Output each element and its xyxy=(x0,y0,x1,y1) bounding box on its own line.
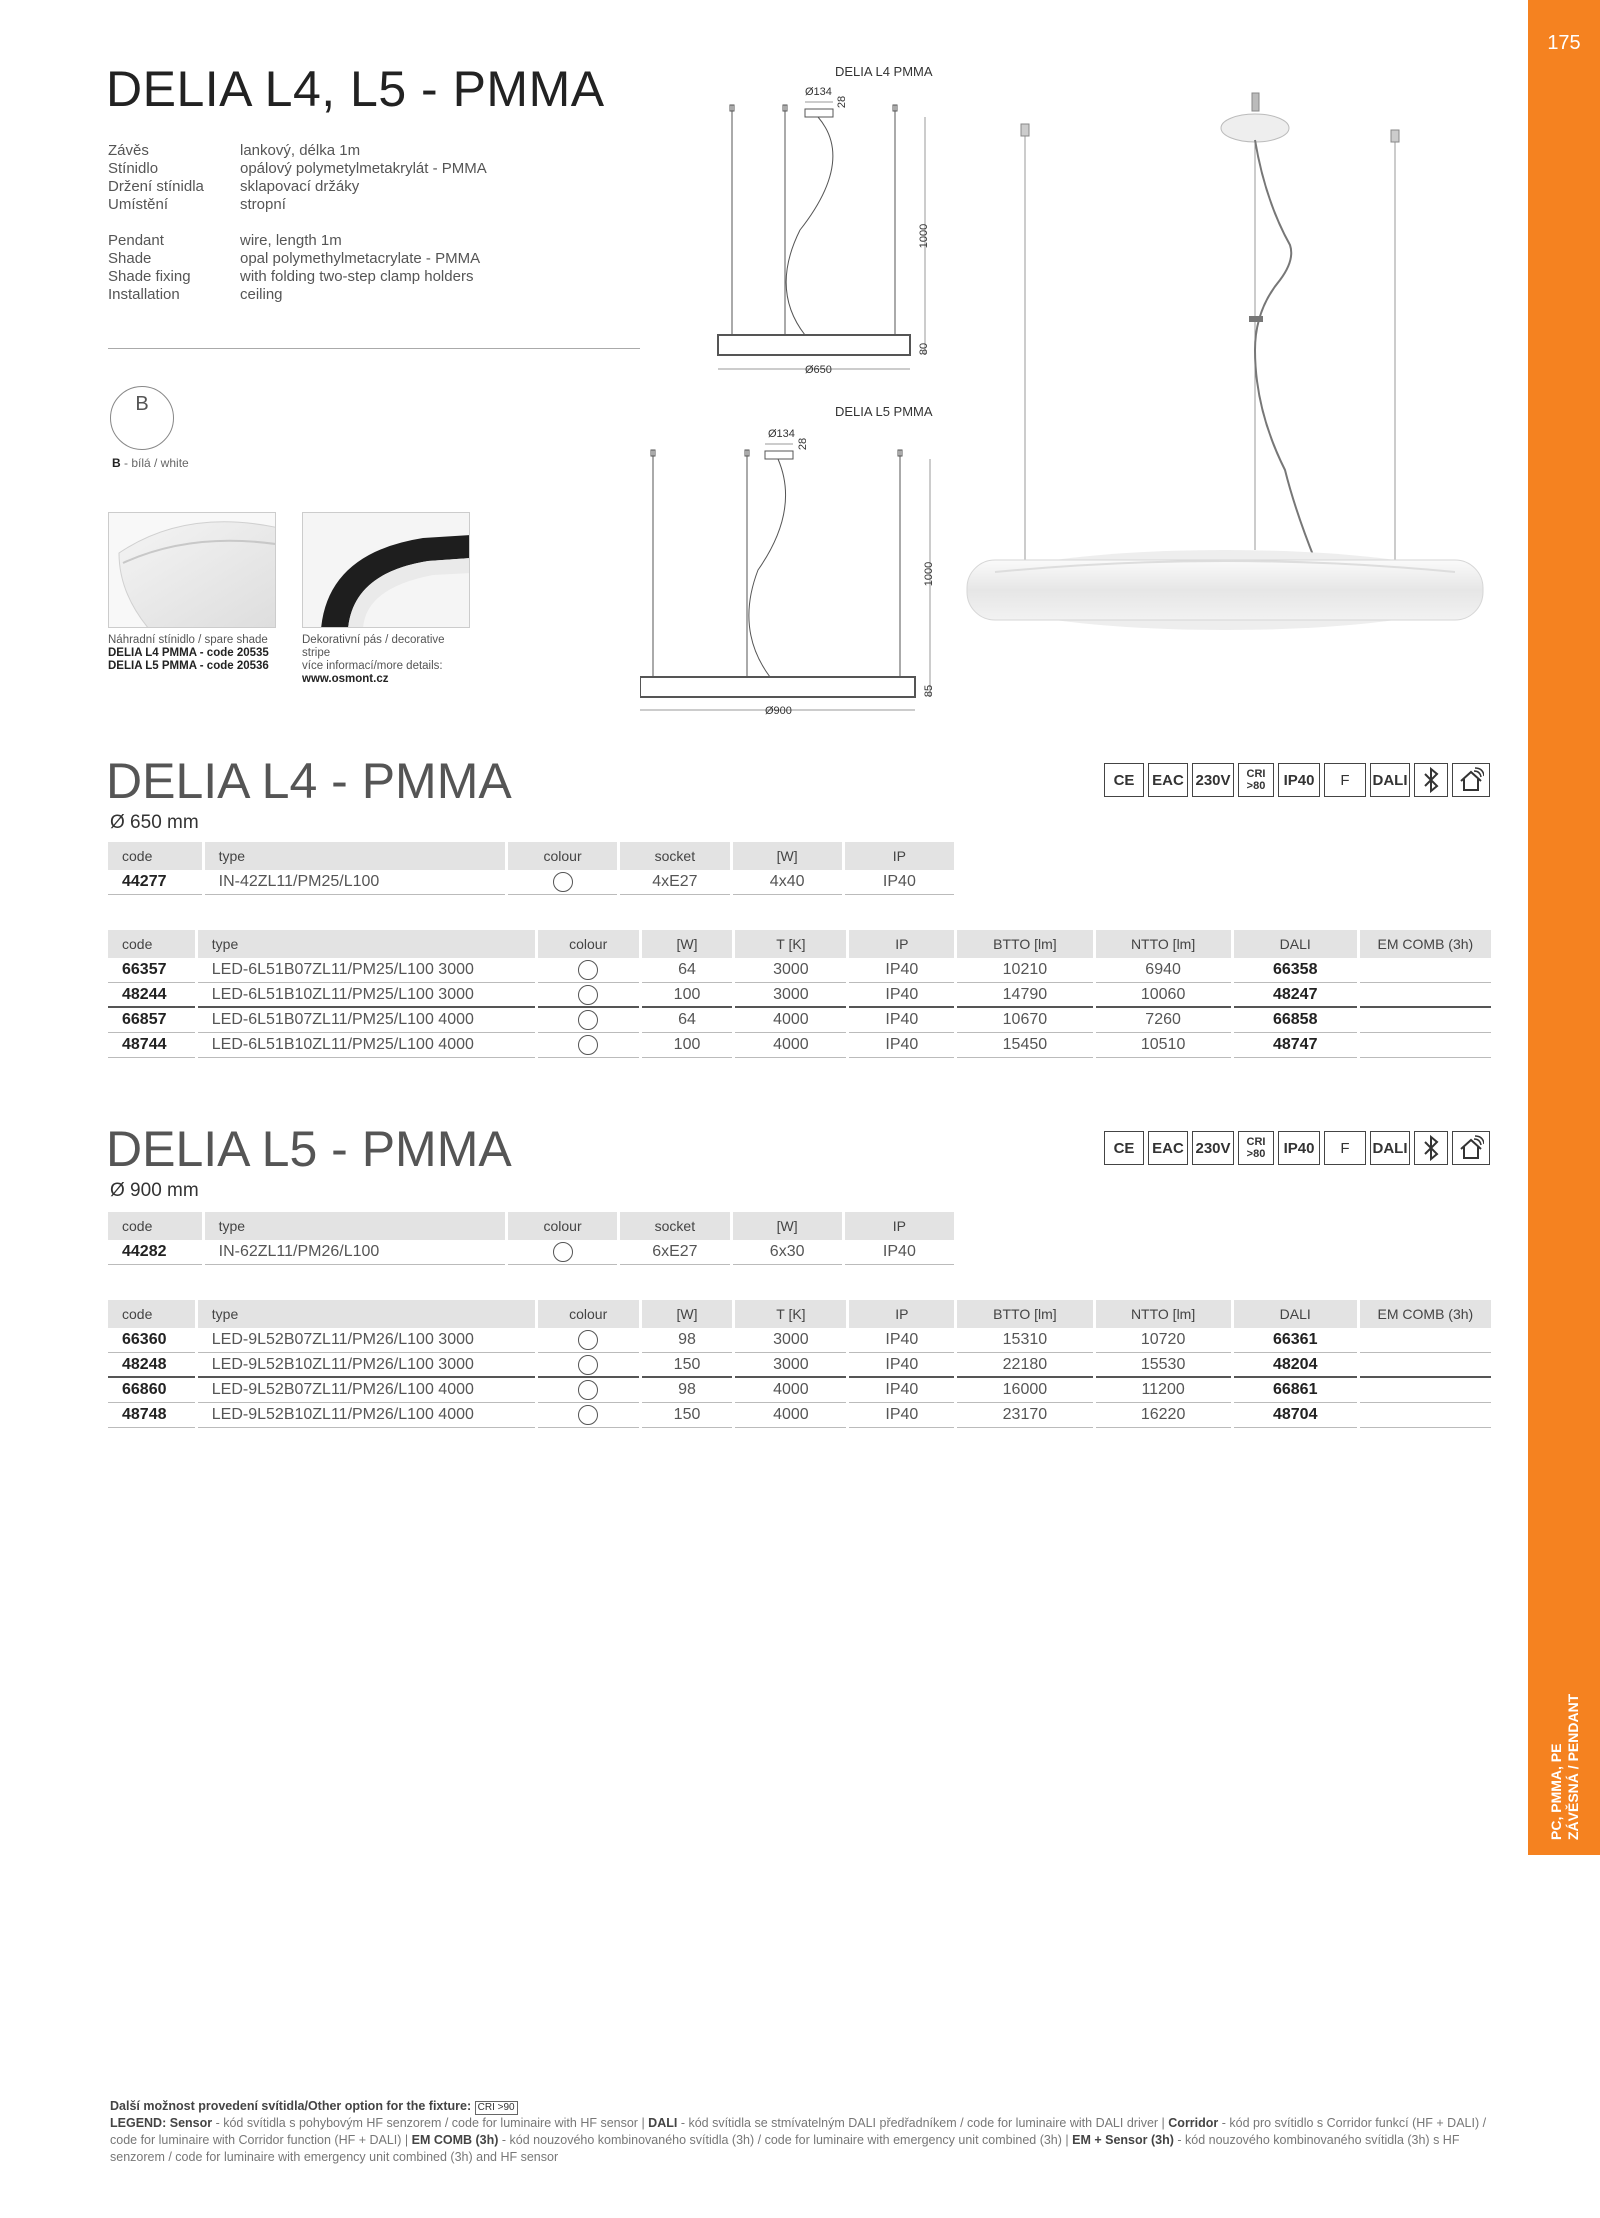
legend-corridor-label: Corridor xyxy=(1168,2116,1219,2130)
product-photo xyxy=(955,80,1495,640)
legend-footer xyxy=(110,2098,1500,2166)
spec-row xyxy=(108,160,487,178)
eac-icon: EAC xyxy=(1148,763,1188,797)
dali-code: 66358 xyxy=(1234,958,1357,983)
btto-cell: 10210 xyxy=(957,958,1092,983)
col-header: code xyxy=(108,842,202,870)
ip-cell: IP40 xyxy=(845,870,954,895)
ip-cell: IP40 xyxy=(849,1353,954,1378)
legend-em-label: EM COMB (3h) xyxy=(411,2133,499,2147)
ntto-cell: 15530 xyxy=(1096,1353,1231,1378)
colour-cell xyxy=(538,958,639,983)
certification-icons-l5 xyxy=(1104,1131,1490,1165)
l4-bulb-table xyxy=(105,842,957,895)
eac-icon: EAC xyxy=(1148,1131,1188,1165)
page-number: 175 xyxy=(1547,32,1581,54)
spec-key: Shade xyxy=(108,250,152,267)
diagram-l4-diameter: Ø650 xyxy=(805,364,832,376)
decor-line3: více informací/more details: xyxy=(302,660,443,672)
product-code: 48748 xyxy=(108,1403,195,1428)
spec-row xyxy=(108,286,487,304)
ip-rating-icon: IP40 xyxy=(1278,1131,1320,1165)
spec-row xyxy=(108,268,487,286)
table-row xyxy=(108,958,1491,983)
ce-icon: CE xyxy=(1104,763,1144,797)
diagram-l5-length: 1000 xyxy=(923,561,936,587)
colour-cell xyxy=(538,983,639,1008)
spec-value: opálový polymetylmetakrylát - PMMA xyxy=(240,160,487,177)
spec-value: wire, length 1m xyxy=(240,232,342,249)
colour-cell xyxy=(538,1008,639,1033)
product-type: LED-6L51B07ZL11/PM25/L100 3000 xyxy=(198,958,535,983)
em-comb-cell xyxy=(1360,1328,1491,1353)
section-diameter-l4: Ø 650 mm xyxy=(110,812,199,833)
table-row xyxy=(108,1403,1491,1428)
btto-cell: 15310 xyxy=(957,1328,1092,1353)
product-type: LED-6L51B10ZL11/PM25/L100 4000 xyxy=(198,1033,535,1058)
ip-cell: IP40 xyxy=(845,1240,954,1265)
product-code: 66357 xyxy=(108,958,195,983)
legend-label: LEGEND: xyxy=(110,2116,167,2130)
swatch-caption xyxy=(112,456,189,470)
ip-rating-icon: IP40 xyxy=(1278,763,1320,797)
watt-cell: 64 xyxy=(642,1008,733,1033)
spare-line2: DELIA L4 PMMA - code 20535 xyxy=(108,647,269,659)
col-header: [W] xyxy=(733,1212,842,1240)
socket-cell: 6xE27 xyxy=(620,1240,729,1265)
em-comb-cell xyxy=(1360,1033,1491,1058)
product-code: 66857 xyxy=(108,1008,195,1033)
spec-key: Pendant xyxy=(108,232,164,249)
spare-line1: Náhradní stínidlo / spare shade xyxy=(108,634,268,646)
spec-value: opal polymethylmetacrylate - PMMA xyxy=(240,250,481,267)
col-header: DALI xyxy=(1234,930,1357,958)
col-header: IP xyxy=(845,1212,954,1240)
legend-sensor-label: Sensor xyxy=(169,2116,213,2130)
f-mark-icon: F xyxy=(1324,1131,1366,1165)
white-colour-circle xyxy=(578,1380,598,1400)
dali-code: 66361 xyxy=(1234,1328,1357,1353)
diagram-l5-label: DELIA L5 PMMA xyxy=(835,404,933,419)
watt-cell: 150 xyxy=(642,1403,733,1428)
page-title: DELIA L4, L5 - PMMA xyxy=(106,61,605,117)
white-colour-circle xyxy=(578,1010,598,1030)
watt-cell: 6x30 xyxy=(733,1240,842,1265)
diagram-l4-length: 1000 xyxy=(918,223,931,249)
decor-caption xyxy=(302,634,445,686)
btto-cell: 15450 xyxy=(957,1033,1092,1058)
col-header: NTTO [lm] xyxy=(1096,930,1231,958)
white-colour-circle xyxy=(553,872,573,892)
legend-dali-label: DALI xyxy=(648,2116,678,2130)
white-colour-circle xyxy=(578,1330,598,1350)
cri-icon: CRI >80 xyxy=(1238,763,1274,797)
ntto-cell: 10720 xyxy=(1096,1328,1231,1353)
ip-cell: IP40 xyxy=(849,983,954,1008)
technical-diagrams xyxy=(640,60,960,730)
spec-key: Stínidlo xyxy=(108,160,159,177)
diagram-l4-label: DELIA L4 PMMA xyxy=(835,64,933,79)
f-mark-icon: F xyxy=(1324,763,1366,797)
col-header: code xyxy=(108,1212,202,1240)
diagram-l4-height: 80 xyxy=(918,342,931,356)
spec-value: lankový, délka 1m xyxy=(240,142,361,159)
col-header: [W] xyxy=(642,930,733,958)
table-row xyxy=(108,1378,1491,1403)
col-header: colour xyxy=(538,1300,639,1328)
em-comb-cell xyxy=(1360,958,1491,983)
white-colour-circle xyxy=(578,985,598,1005)
voltage-icon: 230V xyxy=(1192,1131,1234,1165)
swatch-letter: B xyxy=(135,393,149,415)
temperature-cell: 4000 xyxy=(735,1378,846,1403)
white-colour-circle xyxy=(578,960,598,980)
btto-cell: 14790 xyxy=(957,983,1092,1008)
col-header: code xyxy=(108,1300,195,1328)
smart-home-icon xyxy=(1452,1131,1490,1165)
decor-line2: stripe xyxy=(302,647,331,659)
col-header: T [K] xyxy=(735,1300,846,1328)
temperature-cell: 3000 xyxy=(735,1328,846,1353)
col-header: socket xyxy=(620,1212,729,1240)
product-type: LED-9L52B07ZL11/PM26/L100 4000 xyxy=(198,1378,535,1403)
table-row xyxy=(108,1328,1491,1353)
em-comb-cell xyxy=(1360,1008,1491,1033)
watt-cell: 100 xyxy=(642,983,733,1008)
decorative-stripe-image xyxy=(302,512,470,628)
spec-row xyxy=(108,196,487,214)
swatch-code: B xyxy=(112,456,121,470)
l4-led-table xyxy=(105,930,1494,1058)
specs-block xyxy=(108,142,487,304)
decor-line1: Dekorativní pás / decorative xyxy=(302,634,445,646)
em-comb-cell xyxy=(1360,1353,1491,1378)
table-row xyxy=(108,870,954,895)
legend-em-sensor-text: - kód nouzového kombinovaného svítidla (3h) s HF senzorem / code for luminaire with emergency unit combined (3h) and HF sensor xyxy=(110,2133,1460,2164)
col-header: IP xyxy=(849,930,954,958)
temperature-cell: 3000 xyxy=(735,958,846,983)
spec-value: with folding two-step clamp holders xyxy=(240,268,474,285)
certification-icons-l4 xyxy=(1104,763,1490,797)
white-colour-circle xyxy=(578,1035,598,1055)
table-row xyxy=(108,1008,1491,1033)
ntto-cell: 10060 xyxy=(1096,983,1231,1008)
diagram-l4-canopy-h: 28 xyxy=(836,95,849,109)
spec-key: Závěs xyxy=(108,142,149,159)
diagram-l5-diameter: Ø900 xyxy=(765,705,792,717)
btto-cell: 16000 xyxy=(957,1378,1092,1403)
col-header: colour xyxy=(508,1212,617,1240)
temperature-cell: 3000 xyxy=(735,983,846,1008)
other-option-text: Další možnost provedení svítidla/Other option for the fixture: xyxy=(110,2099,472,2113)
watt-cell: 98 xyxy=(642,1378,733,1403)
watt-cell: 4x40 xyxy=(733,870,842,895)
spec-value: stropní xyxy=(240,196,286,213)
temperature-cell: 4000 xyxy=(735,1033,846,1058)
spec-row xyxy=(108,142,487,160)
legend-em-sensor-label: EM + Sensor (3h) xyxy=(1072,2133,1174,2147)
spec-value: ceiling xyxy=(240,286,283,303)
ce-icon: CE xyxy=(1104,1131,1144,1165)
section-title-l5: DELIA L5 - PMMA xyxy=(106,1121,512,1177)
table-row xyxy=(108,1240,954,1265)
col-header: IP xyxy=(849,1300,954,1328)
bluetooth-icon xyxy=(1414,763,1448,797)
swatch-desc: - bílá / white xyxy=(120,456,189,470)
socket-cell: 4xE27 xyxy=(620,870,729,895)
product-code: 44282 xyxy=(108,1240,202,1265)
spec-key: Shade fixing xyxy=(108,268,191,285)
decor-link[interactable]: www.osmont.cz xyxy=(302,673,389,685)
diagram-l4-canopy: Ø134 xyxy=(805,86,832,98)
ntto-cell: 16220 xyxy=(1096,1403,1231,1428)
dali-code: 48247 xyxy=(1234,983,1357,1008)
ip-cell: IP40 xyxy=(849,1008,954,1033)
ip-cell: IP40 xyxy=(849,958,954,983)
section-diameter-l5: Ø 900 mm xyxy=(110,1180,199,1201)
spec-key: Installation xyxy=(108,286,180,303)
l5-led-table xyxy=(105,1300,1494,1428)
em-comb-cell xyxy=(1360,1378,1491,1403)
legend-corridor-text: - kód pro svítidlo s Corridor funkcí (HF + DALI) / code for luminaire with Corridor function (HF + DALI) | xyxy=(110,2116,1487,2147)
side-tab xyxy=(1528,0,1600,1855)
col-header: DALI xyxy=(1234,1300,1357,1328)
product-type: LED-9L52B10ZL11/PM26/L100 4000 xyxy=(198,1403,535,1428)
product-type: LED-6L51B07ZL11/PM25/L100 4000 xyxy=(198,1008,535,1033)
btto-cell: 23170 xyxy=(957,1403,1092,1428)
dali-code: 48204 xyxy=(1234,1353,1357,1378)
col-header: colour xyxy=(508,842,617,870)
white-colour-circle xyxy=(578,1355,598,1375)
col-header: type xyxy=(205,842,505,870)
dali-icon: DALI xyxy=(1370,1131,1410,1165)
ntto-cell: 7260 xyxy=(1096,1008,1231,1033)
col-header: colour xyxy=(538,930,639,958)
ntto-cell: 10510 xyxy=(1096,1033,1231,1058)
product-type: IN-62ZL11/PM26/L100 xyxy=(205,1240,505,1265)
temperature-cell: 4000 xyxy=(735,1008,846,1033)
bluetooth-icon xyxy=(1414,1131,1448,1165)
ip-cell: IP40 xyxy=(849,1378,954,1403)
legend-em-text: - kód nouzového kombinovaného svítidla (3h) / code for luminaire with emergency unit combined (3h) | xyxy=(498,2133,1073,2147)
white-colour-circle xyxy=(553,1242,573,1262)
col-header: type xyxy=(198,1300,535,1328)
ntto-cell: 6940 xyxy=(1096,958,1231,983)
product-type: LED-9L52B07ZL11/PM26/L100 3000 xyxy=(198,1328,535,1353)
product-code: 66360 xyxy=(108,1328,195,1353)
btto-cell: 22180 xyxy=(957,1353,1092,1378)
col-header: [W] xyxy=(642,1300,733,1328)
colour-swatch-white xyxy=(110,386,174,450)
watt-cell: 150 xyxy=(642,1353,733,1378)
em-comb-cell xyxy=(1360,983,1491,1008)
diagram-l5-canopy: Ø134 xyxy=(768,428,795,440)
product-type: LED-9L52B10ZL11/PM26/L100 3000 xyxy=(198,1353,535,1378)
dali-code: 66858 xyxy=(1234,1008,1357,1033)
product-code: 66860 xyxy=(108,1378,195,1403)
col-header: T [K] xyxy=(735,930,846,958)
white-colour-circle xyxy=(578,1405,598,1425)
ntto-cell: 11200 xyxy=(1096,1378,1231,1403)
colour-cell xyxy=(538,1033,639,1058)
product-code: 48244 xyxy=(108,983,195,1008)
product-code: 44277 xyxy=(108,870,202,895)
col-header: socket xyxy=(620,842,729,870)
product-type: LED-6L51B10ZL11/PM25/L100 3000 xyxy=(198,983,535,1008)
spare-line3: DELIA L5 PMMA - code 20536 xyxy=(108,660,269,672)
spec-row xyxy=(108,232,487,250)
col-header: BTTO [lm] xyxy=(957,930,1092,958)
col-header: type xyxy=(198,930,535,958)
spec-key: Umístění xyxy=(108,196,169,213)
dali-code: 66861 xyxy=(1234,1378,1357,1403)
cri-icon: CRI >80 xyxy=(1238,1131,1274,1165)
spare-shade-image xyxy=(108,512,276,628)
watt-cell: 64 xyxy=(642,958,733,983)
spec-value: sklapovací držáky xyxy=(240,178,360,195)
ip-cell: IP40 xyxy=(849,1403,954,1428)
col-header: code xyxy=(108,930,195,958)
spec-row xyxy=(108,178,487,196)
colour-cell xyxy=(538,1353,639,1378)
watt-cell: 100 xyxy=(642,1033,733,1058)
col-header: [W] xyxy=(733,842,842,870)
ip-cell: IP40 xyxy=(849,1328,954,1353)
colour-cell xyxy=(508,870,617,895)
product-code: 48248 xyxy=(108,1353,195,1378)
legend-sensor-text: - kód svítidla s pohybovým HF senzorem / code for luminaire with HF sensor | xyxy=(212,2116,649,2130)
table-row xyxy=(108,1033,1491,1058)
diagram-l5-canopy-h: 28 xyxy=(797,437,810,451)
col-header: IP xyxy=(845,842,954,870)
product-type: IN-42ZL11/PM25/L100 xyxy=(205,870,505,895)
col-header: NTTO [lm] xyxy=(1096,1300,1231,1328)
watt-cell: 98 xyxy=(642,1328,733,1353)
colour-cell xyxy=(538,1403,639,1428)
btto-cell: 10670 xyxy=(957,1008,1092,1033)
colour-cell xyxy=(508,1240,617,1265)
spec-row xyxy=(108,250,487,268)
voltage-icon: 230V xyxy=(1192,763,1234,797)
spare-shade-caption xyxy=(108,634,269,673)
ip-cell: IP40 xyxy=(849,1033,954,1058)
colour-cell xyxy=(538,1378,639,1403)
dali-code: 48704 xyxy=(1234,1403,1357,1428)
table-row xyxy=(108,1353,1491,1378)
spec-key: Držení stínidla xyxy=(108,178,204,195)
section-title-l4: DELIA L4 - PMMA xyxy=(106,753,512,809)
colour-cell xyxy=(538,1328,639,1353)
cri-90-badge: CRI >90 xyxy=(475,2101,518,2115)
side-label-line1: PC, PMMA, PE xyxy=(1548,1743,1564,1840)
col-header: EM COMB (3h) xyxy=(1360,1300,1491,1328)
diagram-l5-height: 85 xyxy=(923,684,936,698)
table-row xyxy=(108,983,1491,1008)
col-header: EM COMB (3h) xyxy=(1360,930,1491,958)
temperature-cell: 4000 xyxy=(735,1403,846,1428)
divider xyxy=(108,348,640,349)
col-header: BTTO [lm] xyxy=(957,1300,1092,1328)
legend-dali-text: - kód svítidla se stmívatelným DALI předřadníkem / code for luminaire with DALI driver | xyxy=(677,2116,1169,2130)
side-label-line2: ZÁVĚSNÁ / PENDANT xyxy=(1565,1693,1581,1840)
l5-bulb-table xyxy=(105,1212,957,1265)
smart-home-icon xyxy=(1452,763,1490,797)
col-header: type xyxy=(205,1212,505,1240)
dali-icon: DALI xyxy=(1370,763,1410,797)
dali-code: 48747 xyxy=(1234,1033,1357,1058)
temperature-cell: 3000 xyxy=(735,1353,846,1378)
em-comb-cell xyxy=(1360,1403,1491,1428)
product-code: 48744 xyxy=(108,1033,195,1058)
